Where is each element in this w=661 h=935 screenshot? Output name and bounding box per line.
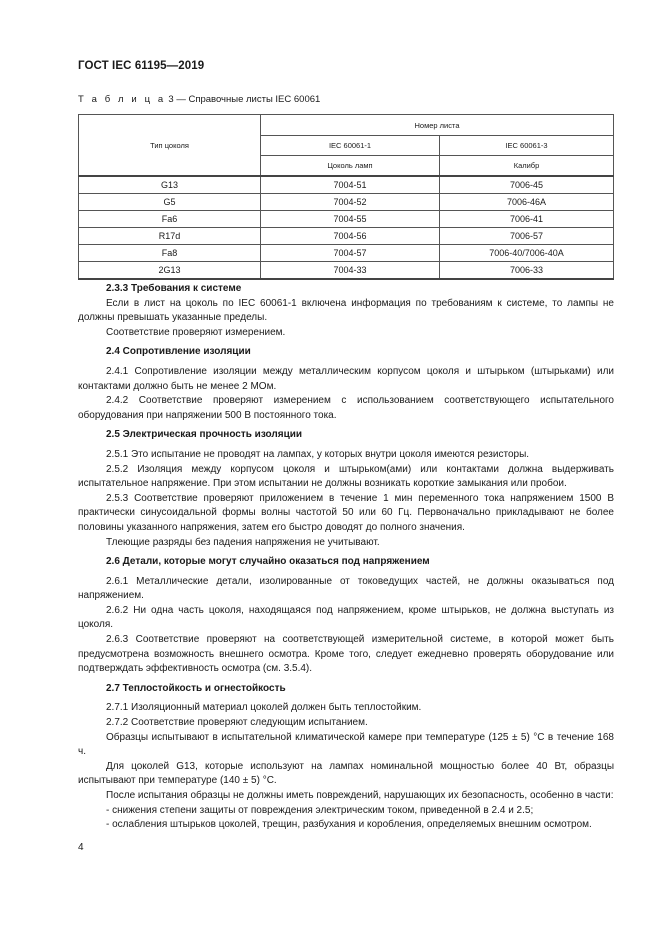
document-body bbox=[78, 282, 614, 833]
table-row bbox=[79, 228, 614, 245]
paragraph: 2.5.2 Изоляция между корпусом цоколя и штырьком(ами) или контактами должна выдерживать испытательное напряжение. При этом испытании не должны возникать короткие замыкания или пробои. bbox=[78, 463, 614, 490]
cell-base: Fa8 bbox=[79, 245, 261, 262]
paragraph: 2.4.2 Соответствие проверяют измерением с использованием соответствующего испытательного оборудования при напряжении 500 В постоянного тока. bbox=[78, 395, 614, 421]
table-row bbox=[79, 262, 614, 280]
table-row bbox=[79, 211, 614, 228]
paragraph: 2.5.1 Это испытание не проводят на лампах, у которых внутри цоколя имеются резисторы. bbox=[106, 448, 530, 460]
paragraph: Если в лист на цоколь по IEC 60061-1 включена информация по требованиям к системе, то лампы не должны превышать указанные пределы. bbox=[78, 297, 614, 324]
document-title: ГОСТ IEC 61195—2019 bbox=[78, 60, 205, 72]
paragraph: Образцы испытывают в испытательной климатической камере при температуре (125 ± 5) °С в течение 168 ч. bbox=[78, 731, 614, 758]
list-item: - ослабления штырьков цоколей, трещин, разбухания и коробления, определяемых внешним осмотром. bbox=[106, 819, 592, 831]
paragraph: 2.7.1 Изоляционный материал цоколей должен быть теплостойким. bbox=[106, 702, 422, 714]
cell-sheet-3: 7006-46A bbox=[440, 194, 614, 211]
table-caption-number: 3 bbox=[168, 94, 174, 105]
cell-sheet-1: 7004-33 bbox=[261, 262, 440, 280]
section-title-2-6: 2.6 Детали, которые могут случайно оказаться под напряжением bbox=[106, 556, 430, 568]
cell-base: R17d bbox=[79, 228, 261, 245]
paragraph: Соответствие проверяют измерением. bbox=[106, 326, 286, 338]
paragraph: Тлеющие разряды без падения напряжения не учитывают. bbox=[106, 536, 380, 548]
cell-sheet-1: 7004-52 bbox=[261, 194, 440, 211]
cell-sheet-3: 7006-45 bbox=[440, 176, 614, 194]
section-title-2-5: 2.5 Электрическая прочность изоляции bbox=[106, 429, 303, 441]
page-number: 4 bbox=[78, 842, 84, 853]
cell-sheet-3: 7006-40/7006-40A bbox=[440, 245, 614, 262]
list-item: - снижения степени защиты от повреждения электрическим током, приведенной в 2.4 и 2.5; bbox=[106, 804, 534, 816]
cell-sheet-1: 7004-51 bbox=[261, 176, 440, 194]
header-sheet-number: Номер листа bbox=[261, 115, 614, 136]
section-title-2-4: 2.4 Сопротивление изоляции bbox=[106, 346, 251, 358]
cell-base: G5 bbox=[79, 194, 261, 211]
paragraph: Для цоколей G13, которые используют на лампах номинальной мощностью более 40 Вт, образцы испытывают при температуре (140 ± 5) °С. bbox=[78, 760, 614, 787]
table-caption bbox=[78, 94, 320, 105]
header-iec-60061-1: IEC 60061-1 bbox=[261, 136, 440, 156]
header-iec-60061-3: IEC 60061-3 bbox=[440, 136, 614, 156]
table-caption-prefix: Т а б л и ц а bbox=[78, 94, 166, 105]
paragraph: 2.6.1 Металлические детали, изолированные от токоведущих частей, не должны оказываться под напряжением. bbox=[78, 575, 614, 602]
cell-base: 2G13 bbox=[79, 262, 261, 280]
header-base-type: Тип цоколя bbox=[79, 115, 261, 177]
section-title-2-3-3: 2.3.3 Требования к системе bbox=[106, 283, 242, 294]
paragraph: 2.6.2 Ни одна часть цоколя, находящаяся под напряжением, кроме штырьков, не должна выступать из цоколя. bbox=[78, 604, 614, 631]
table-caption-text: — Справочные листы IEC 60061 bbox=[176, 94, 321, 105]
cell-sheet-3: 7006-41 bbox=[440, 211, 614, 228]
header-gauge: Калибр bbox=[440, 156, 614, 177]
cell-sheet-1: 7004-57 bbox=[261, 245, 440, 262]
table-row bbox=[79, 194, 614, 211]
cell-sheet-1: 7004-56 bbox=[261, 228, 440, 245]
paragraph: 2.4.1 Сопротивление изоляции между металлическим корпусом цоколя и штырьком (штырьками) или контактами должно быть не менее 2 МОм. bbox=[78, 365, 614, 392]
cell-sheet-3: 7006-57 bbox=[440, 228, 614, 245]
table-row bbox=[79, 176, 614, 194]
cell-base: G13 bbox=[79, 176, 261, 194]
cell-sheet-1: 7004-55 bbox=[261, 211, 440, 228]
table-row bbox=[79, 245, 614, 262]
paragraph: После испытания образцы не должны иметь повреждений, нарушающих их безопасность, особенно в части: bbox=[106, 790, 614, 801]
section-title-2-7: 2.7 Теплостойкость и огнестойкость bbox=[106, 682, 286, 694]
paragraph: 2.6.3 Соответствие проверяют на соответствующей измерительной системе, в которой может быть предусмотрена возможность внешнего осмотра. Кроме того, следует ежедневно проверять оборудование или подтверждать эффективность осмотра (см. 3.5.4). bbox=[78, 634, 614, 675]
paragraph: 2.7.2 Соответствие проверяют следующим испытанием. bbox=[106, 717, 368, 729]
header-lamp-base: Цоколь ламп bbox=[261, 156, 440, 177]
cell-base: Fa6 bbox=[79, 211, 261, 228]
paragraph: 2.5.3 Соответствие проверяют приложением в течение 1 мин переменного тока напряжением 1500 В практически синусоидальной формы волны частотой 50 или 60 Гц. Первоначально прикладывают не более половины указанного напряжения, затем его быстро доводят до полного значения. bbox=[78, 492, 614, 533]
reference-sheets-table bbox=[78, 114, 614, 280]
cell-sheet-3: 7006-33 bbox=[440, 262, 614, 280]
